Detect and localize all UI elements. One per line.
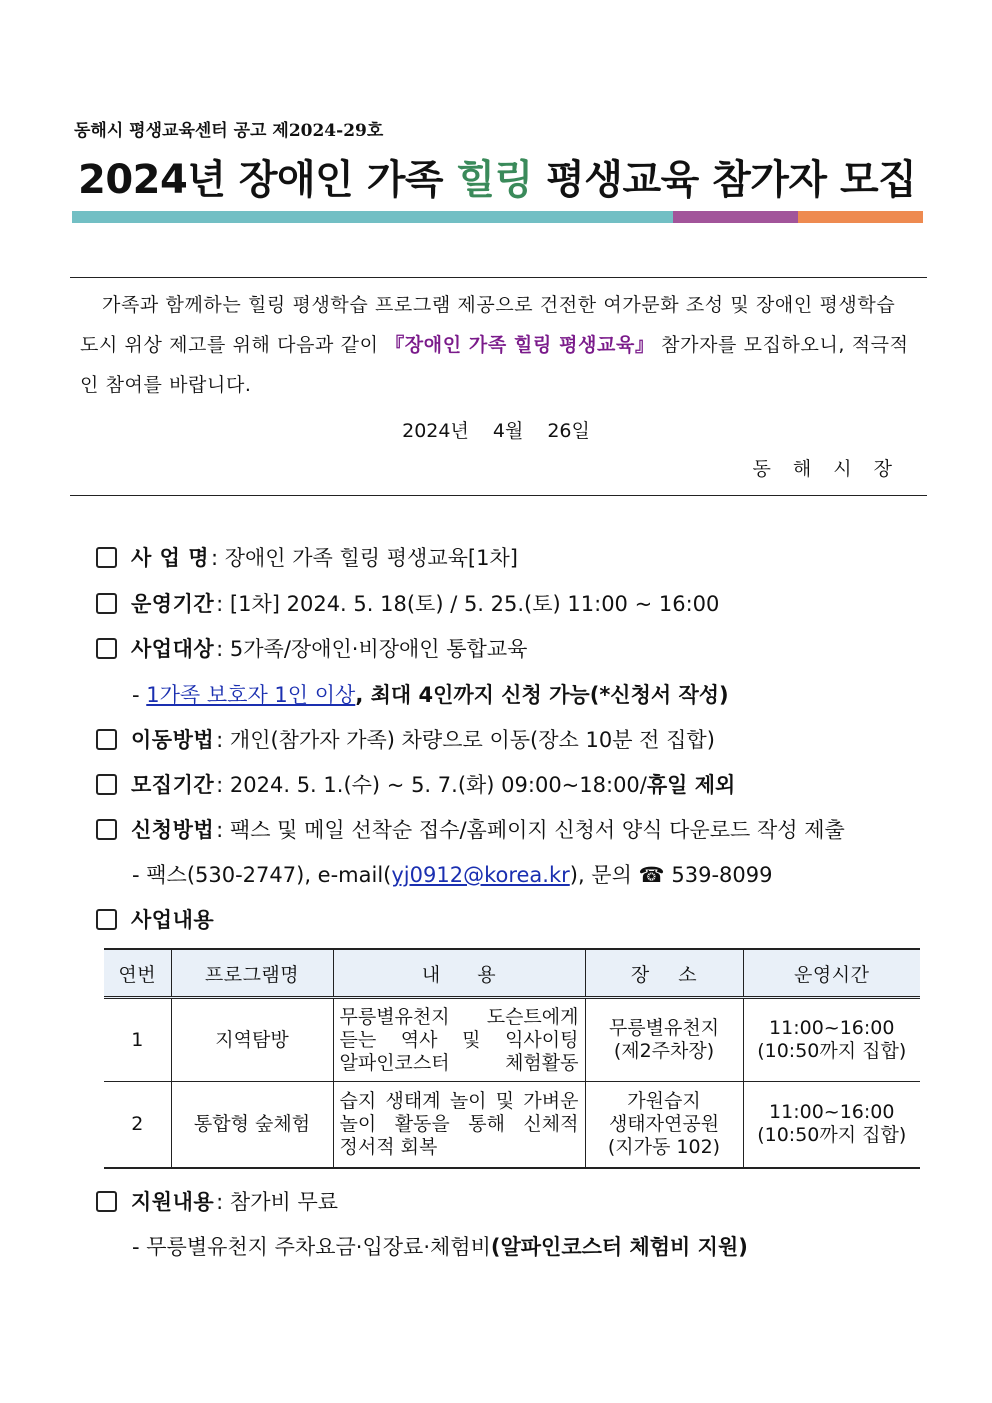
place-line: (제2주차장) <box>613 1040 715 1062</box>
title-bar-teal <box>72 211 673 223</box>
item-target <box>96 633 527 663</box>
divider-bottom <box>70 495 927 496</box>
target-note-bold: , 최대 4인까지 신청 가능(*신청서 작성) <box>355 683 729 707</box>
item-target-note <box>132 679 729 709</box>
item-period <box>96 588 719 618</box>
header-program: 프로그램명 <box>171 949 333 998</box>
email-link[interactable]: yj0912@korea.kr <box>391 863 570 887</box>
title-bar-purple <box>673 211 798 223</box>
page-title <box>78 148 916 205</box>
header-no: 연번 <box>104 949 171 998</box>
table-row <box>104 1082 920 1168</box>
place-line: 가원습지 <box>627 1089 701 1112</box>
intro-text-1: 가족과 함께하는 힐링 평생학습 프로그램 제공으로 건전한 여가문화 조성 및 장애인 평생학습도시 위상 제고를 위해 다음과 같이 <box>80 294 896 356</box>
header-place: 장 소 <box>585 949 743 998</box>
place-line: 생태자연공원 <box>608 1112 720 1135</box>
content-line: 정서적 회복 <box>339 1135 438 1158</box>
checkbox-icon <box>96 547 117 568</box>
checkbox-icon <box>96 1191 117 1212</box>
checkbox-icon <box>96 774 117 795</box>
dash: - <box>132 683 147 707</box>
item-content <box>96 904 214 934</box>
checkbox-icon <box>96 909 117 930</box>
time-line: 11:00~16:00 <box>769 1101 895 1124</box>
contact-suffix: ), 문의 ☎ 539-8099 <box>569 863 773 887</box>
item-project-name <box>96 542 518 572</box>
title-highlight: 힐링 <box>456 157 533 203</box>
cell-place <box>585 1082 743 1168</box>
place-line: 무릉별유천지 <box>608 1017 720 1039</box>
cell-program: 지역탐방 <box>171 998 333 1082</box>
time-line: (10:50까지 집합) <box>757 1124 907 1147</box>
cell-program: 통합형 숲체험 <box>171 1082 333 1168</box>
target-link[interactable]: 1가족 보호자 1인 이상 <box>146 683 356 707</box>
intro-paragraph <box>80 285 912 405</box>
item-label: 운영기간 <box>131 592 215 616</box>
announcement-date: 2024년 4월 26일 <box>402 420 590 442</box>
title-bar-orange <box>798 211 923 223</box>
item-apply <box>96 814 845 844</box>
item-label: 지원내용 <box>131 1190 215 1214</box>
checkbox-icon <box>96 729 117 750</box>
issuer: 동 해 시 장 <box>752 458 900 480</box>
time-line: (10:50까지 집합) <box>757 1040 907 1062</box>
cell-time <box>743 998 920 1082</box>
title-prefix: 2024년 장애인 가족 <box>78 157 457 203</box>
time-line: 11:00~16:00 <box>769 1017 895 1039</box>
cell-content <box>333 1082 585 1168</box>
contact-prefix: - 팩스(530-2747), e-mail( <box>132 863 392 887</box>
item-label: 사 업 명 <box>131 546 209 570</box>
content-line: 무릉별유천지 도슨트에게 <box>339 1005 579 1028</box>
item-label: 모집기간 <box>131 773 215 797</box>
item-value: : 팩스 및 메일 선착순 접수/홈페이지 신청서 양식 다운로드 작성 제출 <box>216 818 845 842</box>
item-label: 이동방법 <box>131 728 215 752</box>
item-label: 신청방법 <box>131 818 215 842</box>
program-table <box>104 948 920 1169</box>
item-support-note <box>132 1231 748 1261</box>
cell-content <box>333 998 585 1082</box>
recruit-exclusion: 휴일 제외 <box>646 773 736 797</box>
support-prefix: - 무릉별유천지 주차요금·입장료·체험비 <box>132 1235 491 1259</box>
item-value: : 장애인 가족 힐링 평생교육[1차] <box>210 546 518 570</box>
item-value: : 개인(참가자 가족) 차량으로 이동(장소 10분 전 집합) <box>216 728 715 752</box>
item-apply-contact <box>132 859 773 889</box>
cell-no: 2 <box>104 1082 171 1168</box>
support-bold: (알파인코스터 체험비 지원) <box>490 1235 748 1259</box>
intro-emphasis: 『장애인 가족 힐링 평생교육』 <box>385 334 655 356</box>
table-header-row <box>104 949 920 998</box>
item-transport <box>96 724 715 754</box>
table-row <box>104 998 920 1082</box>
item-support <box>96 1186 338 1216</box>
header-content: 내 용 <box>333 949 585 998</box>
item-label: 사업내용 <box>131 908 215 932</box>
intro-text-2: 참가자를 모집하오니, 적극적인 참여를 바랍니다. <box>80 334 909 396</box>
content-line: 습지 생태계 놀이 및 가벼운 <box>339 1089 579 1112</box>
notice-number: 동해시 평생교육센터 공고 제2024-29호 <box>74 121 384 141</box>
checkbox-icon <box>96 593 117 614</box>
item-value: : [1차] 2024. 5. 18(토) / 5. 25.(토) 11:00 ~ 16:00 <box>216 592 720 616</box>
content-line: 듣는 역사 및 익사이팅 <box>339 1028 579 1051</box>
item-label: 사업대상 <box>131 637 215 661</box>
title-suffix: 평생교육 참가자 모집 <box>532 157 917 203</box>
header-time: 운영시간 <box>743 949 920 998</box>
cell-place <box>585 998 743 1082</box>
item-value: : 참가비 무료 <box>216 1190 339 1214</box>
divider-top <box>70 277 927 278</box>
checkbox-icon <box>96 819 117 840</box>
place-line: (지가동 102) <box>607 1135 721 1158</box>
item-value: : 5가족/장애인·비장애인 통합교육 <box>216 637 528 661</box>
item-value: : 2024. 5. 1.(수) ~ 5. 7.(화) 09:00~18:00/ <box>216 773 647 797</box>
item-recruit <box>96 769 735 799</box>
checkbox-icon <box>96 638 117 659</box>
cell-no: 1 <box>104 998 171 1082</box>
content-line: 알파인코스터 체험활동 <box>339 1051 579 1074</box>
cell-time <box>743 1082 920 1168</box>
content-line: 놀이 활동을 통해 신체적 <box>339 1112 579 1135</box>
